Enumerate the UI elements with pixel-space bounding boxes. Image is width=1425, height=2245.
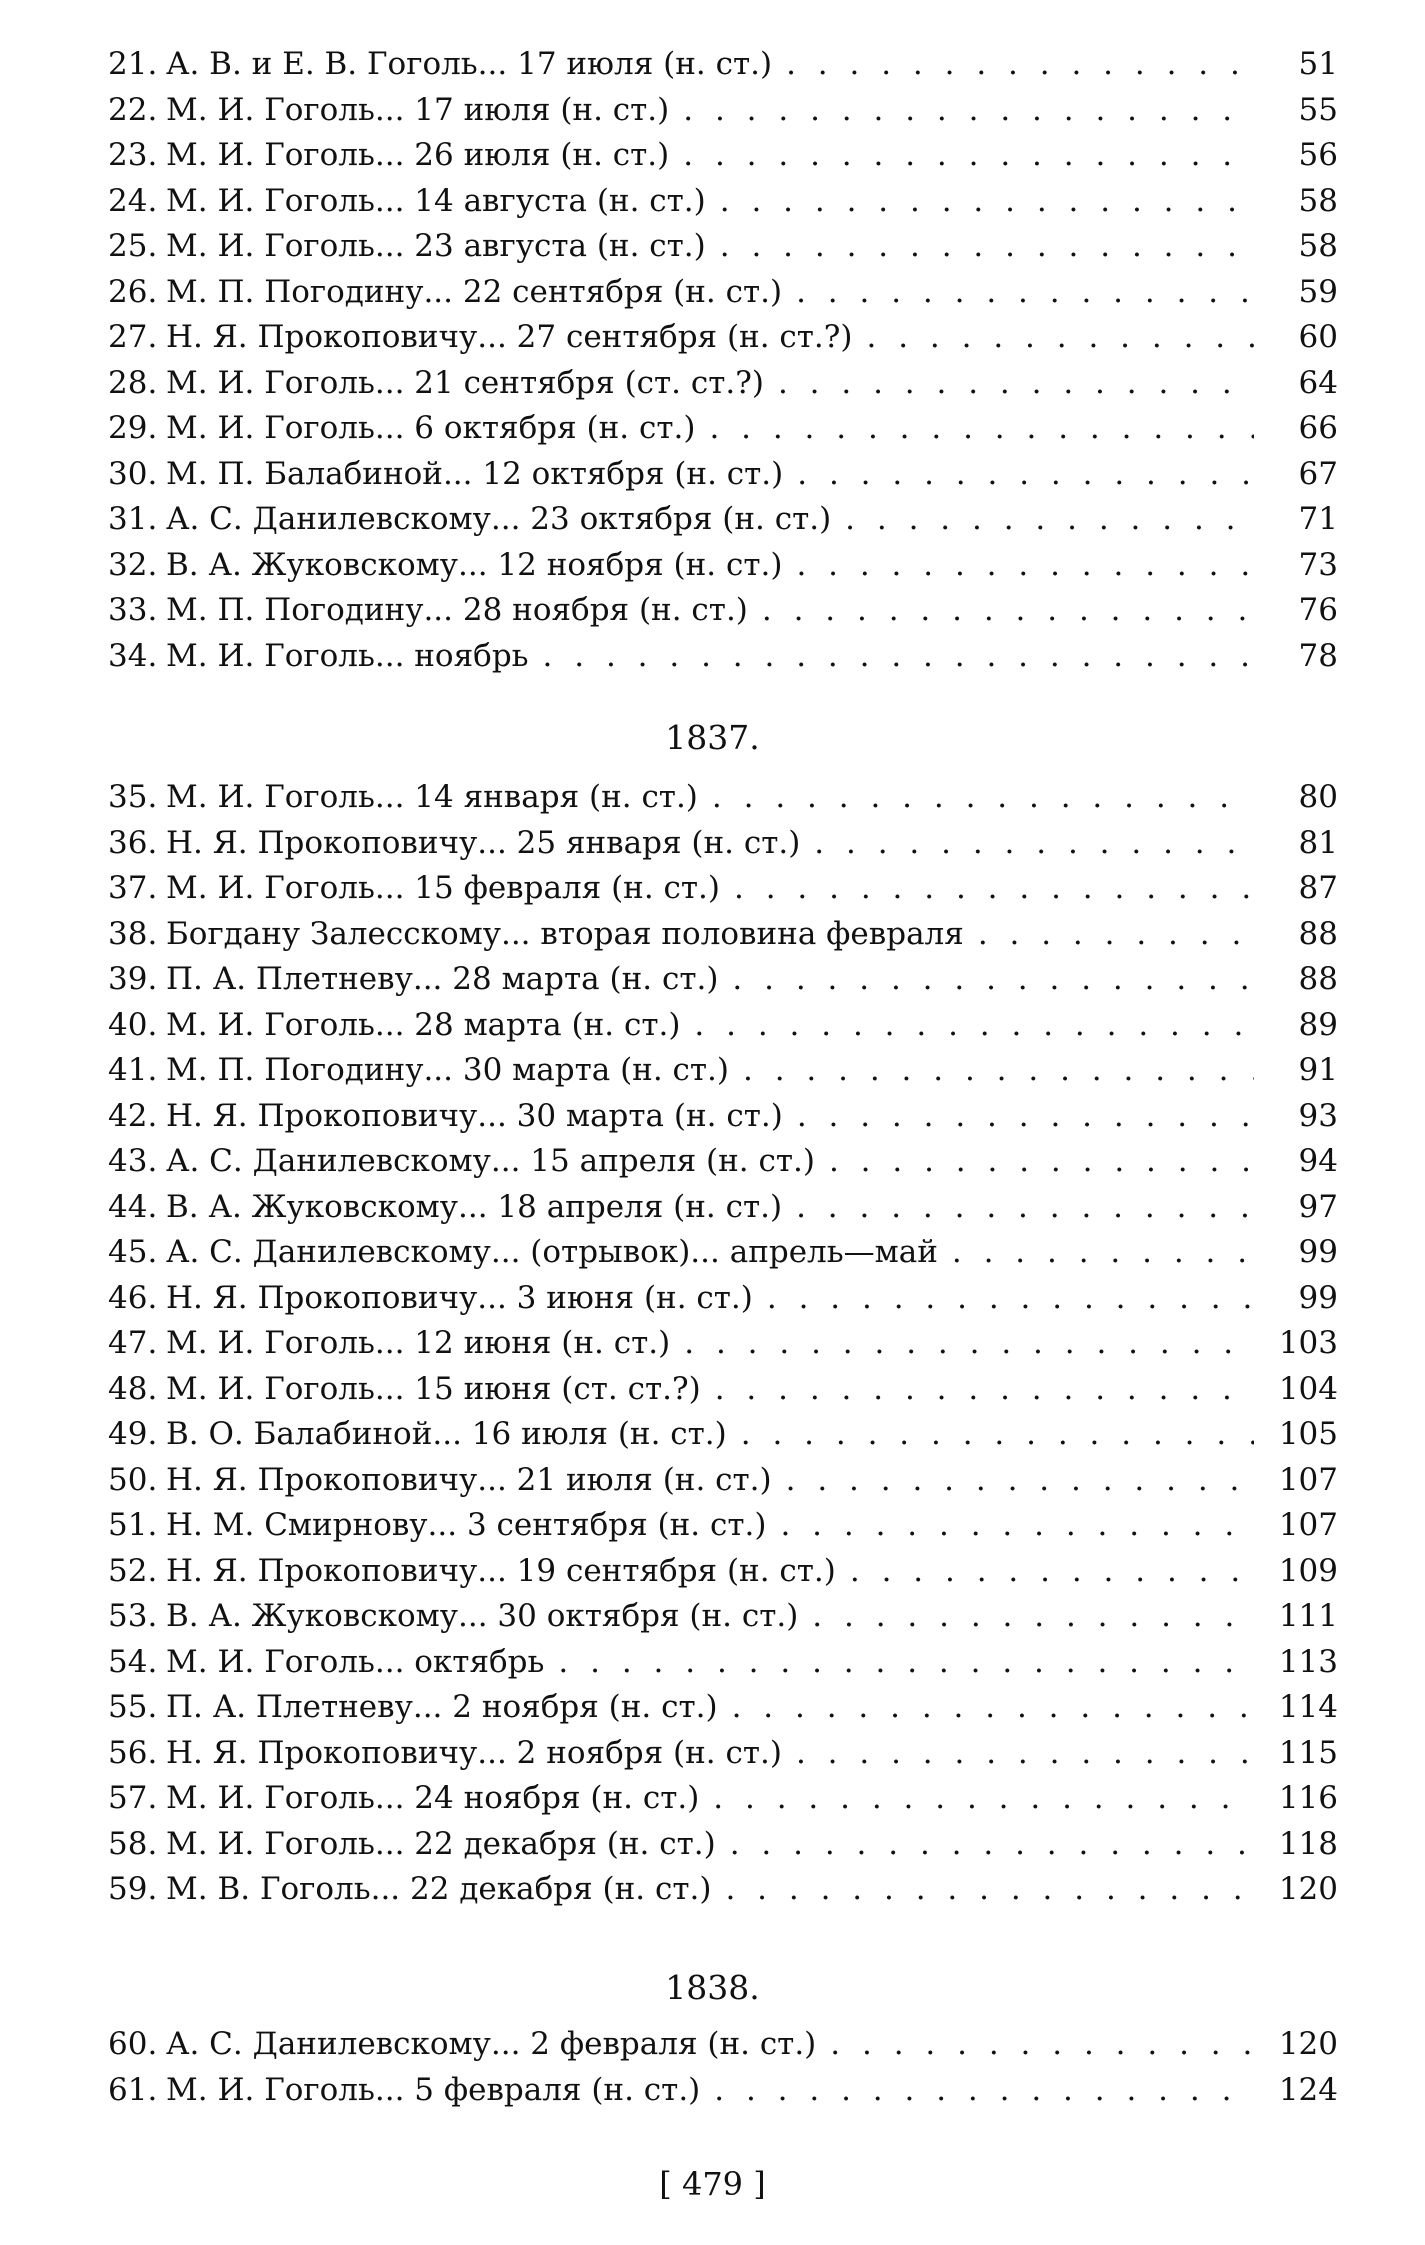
- entry-title: А. С. Данилевскому... (отрывок)... апрель—май: [166, 1234, 938, 1270]
- entry-title: М. И. Гоголь... ноябрь: [166, 637, 529, 674]
- entry-page: 120: [1278, 2026, 1338, 2062]
- entry-page: 66: [1298, 410, 1338, 446]
- dot-leader: [786, 42, 1254, 88]
- toc-entry: [108, 543, 1338, 589]
- entry-page: 124: [1278, 2071, 1338, 2108]
- entry-title: М. И. Гоголь... 14 января (н. ст.): [166, 779, 698, 815]
- entry-number: 23.: [108, 137, 158, 173]
- entry-page: 118: [1278, 1825, 1338, 1862]
- entry-title: М. И. Гоголь... 12 июня (н. ст.): [166, 1325, 671, 1361]
- toc-entry: [108, 1776, 1338, 1822]
- entry-page: 107: [1278, 1507, 1338, 1543]
- dot-leader: [829, 1139, 1254, 1185]
- entry-title: М. П. Погодину... 28 ноября (н. ст.): [166, 592, 748, 628]
- entry-title: В. А. Жуковскому... 30 октября (н. ст.): [166, 1598, 799, 1634]
- entry-number: 25.: [108, 228, 158, 264]
- entry-number: 59.: [108, 1871, 158, 1907]
- toc-entry: [108, 912, 1338, 958]
- page-number: [ 479 ]: [659, 2165, 766, 2203]
- entry-title: М. И. Гоголь... 5 февраля (н. ст.): [166, 2071, 701, 2108]
- dot-leader: [725, 1867, 1254, 1913]
- year-heading-1838: 1838.: [665, 1968, 760, 2007]
- entry-number: 55.: [108, 1689, 158, 1725]
- dot-leader: [720, 224, 1254, 270]
- toc-entry: [108, 1230, 1338, 1276]
- entry-title: М. И. Гоголь... 22 декабря (н. ст.): [166, 1825, 716, 1862]
- toc-entry: [108, 315, 1338, 361]
- dot-leader: [694, 1003, 1254, 1049]
- toc-entry: [108, 1139, 1338, 1185]
- dot-leader: [796, 270, 1254, 316]
- entry-title: М. И. Гоголь... 15 февраля (н. ст.): [166, 870, 720, 906]
- entry-page: 58: [1298, 228, 1338, 264]
- entry-number: 56.: [108, 1734, 158, 1771]
- entry-number: 27.: [108, 319, 158, 355]
- dot-leader: [714, 2068, 1254, 2114]
- entry-number: 41.: [108, 1052, 158, 1088]
- entry-number: 38.: [108, 915, 158, 952]
- entry-page: 99: [1298, 1234, 1338, 1270]
- toc-entry: [108, 452, 1338, 498]
- entry-number: 39.: [108, 961, 158, 997]
- entry-page: 109: [1278, 1552, 1338, 1589]
- entry-title: М. П. Погодину... 22 сентября (н. ст.): [166, 273, 783, 310]
- dot-leader: [709, 406, 1254, 452]
- entry-title: М. И. Гоголь... 24 ноября (н. ст.): [166, 1780, 700, 1816]
- dot-leader: [730, 1822, 1254, 1868]
- entry-page: 88: [1298, 961, 1338, 997]
- entry-number: 61.: [108, 2071, 158, 2108]
- entry-number: 42.: [108, 1097, 158, 1134]
- entry-page: 58: [1298, 182, 1338, 219]
- dot-leader: [734, 866, 1254, 912]
- entry-title: Богдану Залесскому... вторая половина февраля: [166, 915, 964, 952]
- toc-entry: [108, 1048, 1338, 1094]
- entry-title: М. И. Гоголь... 14 августа (н. ст.): [166, 182, 706, 219]
- toc-entry: [108, 406, 1338, 452]
- dot-leader: [812, 1594, 1254, 1640]
- entry-title: Н. Я. Прокоповичу... 27 сентября (н. ст.?): [166, 319, 853, 355]
- toc-section-1836: [108, 42, 1338, 679]
- entry-title: М. И. Гоголь... 17 июля (н. ст.): [166, 91, 670, 128]
- entry-title: Н. Я. Прокоповичу... 21 июля (н. ст.): [166, 1461, 772, 1498]
- dot-leader: [683, 88, 1254, 134]
- entry-page: 89: [1298, 1006, 1338, 1043]
- entry-title: М. И. Гоголь... октябрь: [166, 1643, 545, 1680]
- dot-leader: [743, 1048, 1254, 1094]
- toc-entry: [108, 1549, 1338, 1595]
- entry-title: А. С. Данилевскому... 2 февраля (н. ст.): [166, 2026, 817, 2062]
- entry-page: 116: [1278, 1780, 1338, 1816]
- entry-page: 115: [1278, 1734, 1338, 1771]
- entry-page: 51: [1298, 46, 1338, 82]
- entry-title: Н. Я. Прокоповичу... 25 января (н. ст.): [166, 824, 801, 861]
- dot-leader: [683, 133, 1254, 179]
- toc-entry: [108, 1594, 1338, 1640]
- toc-entry: [108, 1094, 1338, 1140]
- toc-entry: [108, 1685, 1338, 1731]
- entry-title: Н. Я. Прокоповичу... 3 июня (н. ст.): [166, 1279, 753, 1316]
- entry-title: М. И. Гоголь... 28 марта (н. ст.): [166, 1006, 681, 1043]
- entry-title: В. А. Жуковскому... 18 апреля (н. ст.): [166, 1188, 783, 1225]
- entry-page: 120: [1278, 1871, 1338, 1907]
- entry-number: 60.: [108, 2026, 158, 2062]
- dot-leader: [732, 957, 1254, 1003]
- toc-entry: [108, 88, 1338, 134]
- entry-number: 57.: [108, 1780, 158, 1816]
- entry-page: 81: [1298, 824, 1338, 861]
- entry-number: 31.: [108, 501, 158, 537]
- entry-number: 34.: [108, 637, 158, 674]
- toc-entry: [108, 634, 1338, 680]
- toc-entry: [108, 179, 1338, 225]
- dot-leader: [867, 315, 1255, 361]
- entry-number: 24.: [108, 182, 158, 219]
- entry-page: 104: [1278, 1370, 1338, 1407]
- dot-leader: [543, 634, 1254, 680]
- entry-page: 99: [1298, 1279, 1338, 1316]
- entry-number: 47.: [108, 1325, 158, 1361]
- toc-entry: [108, 1503, 1338, 1549]
- dot-leader: [845, 497, 1254, 543]
- dot-leader: [796, 1185, 1254, 1231]
- entry-title: П. А. Плетневу... 28 марта (н. ст.): [166, 961, 719, 997]
- entry-title: Н. Я. Прокоповичу... 2 ноября (н. ст.): [166, 1734, 782, 1771]
- dot-leader: [796, 1731, 1254, 1777]
- entry-page: 94: [1298, 1143, 1338, 1179]
- entry-number: 26.: [108, 273, 158, 310]
- toc-entry: [108, 1185, 1338, 1231]
- dot-leader: [850, 1549, 1254, 1595]
- toc-entry: [108, 1276, 1338, 1322]
- entry-page: 97: [1298, 1188, 1338, 1225]
- entry-page: 105: [1278, 1416, 1338, 1452]
- entry-number: 36.: [108, 824, 158, 861]
- entry-number: 53.: [108, 1598, 158, 1634]
- dot-leader: [712, 775, 1254, 821]
- entry-page: 78: [1298, 637, 1338, 674]
- toc-entry: [108, 1867, 1338, 1913]
- dot-leader: [732, 1685, 1254, 1731]
- dot-leader: [797, 452, 1254, 498]
- dot-leader: [952, 1230, 1254, 1276]
- entry-page: 113: [1278, 1643, 1338, 1680]
- entry-number: 29.: [108, 410, 158, 446]
- toc-entry: [108, 361, 1338, 407]
- dot-leader: [830, 2022, 1254, 2068]
- entry-number: 44.: [108, 1188, 158, 1225]
- entry-page: 88: [1298, 915, 1338, 952]
- entry-title: В. О. Балабиной... 16 июля (н. ст.): [166, 1416, 727, 1452]
- toc-entry: [108, 1822, 1338, 1868]
- entry-page: 103: [1278, 1325, 1338, 1361]
- entry-number: 32.: [108, 546, 158, 583]
- toc-entry: [108, 1458, 1338, 1504]
- entry-title: М. И. Гоголь... 23 августа (н. ст.): [166, 228, 706, 264]
- entry-page: 59: [1298, 273, 1338, 310]
- entry-number: 50.: [108, 1461, 158, 1498]
- entry-title: Н. Я. Прокоповичу... 19 сентября (н. ст.): [166, 1552, 836, 1589]
- entry-title: М. И. Гоголь... 15 июня (ст. ст.?): [166, 1370, 701, 1407]
- entry-page: 93: [1298, 1097, 1338, 1134]
- entry-number: 49.: [108, 1416, 158, 1452]
- toc-entry: [108, 1367, 1338, 1413]
- entry-number: 48.: [108, 1370, 158, 1407]
- dot-leader: [741, 1412, 1254, 1458]
- entry-number: 40.: [108, 1006, 158, 1043]
- toc-entry: [108, 270, 1338, 316]
- entry-page: 64: [1298, 364, 1338, 401]
- entry-page: 73: [1298, 546, 1338, 583]
- toc-entry: [108, 1731, 1338, 1777]
- toc-entry: [108, 1412, 1338, 1458]
- entry-page: 91: [1298, 1052, 1338, 1088]
- entry-title: А. В. и Е. В. Гоголь... 17 июля (н. ст.): [166, 46, 773, 82]
- dot-leader: [715, 1367, 1254, 1413]
- entry-title: Н. Я. Прокоповичу... 30 марта (н. ст.): [166, 1097, 783, 1134]
- entry-title: Н. М. Смирнову... 3 сентября (н. ст.): [166, 1507, 767, 1543]
- toc-entry: [108, 497, 1338, 543]
- entry-title: П. А. Плетневу... 2 ноября (н. ст.): [166, 1689, 718, 1725]
- toc-entry: [108, 1003, 1338, 1049]
- entry-number: 35.: [108, 779, 158, 815]
- dot-leader: [797, 1094, 1254, 1140]
- toc-entry: [108, 2068, 1338, 2114]
- entry-page: 111: [1278, 1598, 1338, 1634]
- dot-leader: [978, 912, 1254, 958]
- year-heading-1837: 1837.: [665, 718, 760, 757]
- dot-leader: [767, 1276, 1254, 1322]
- entry-number: 43.: [108, 1143, 158, 1179]
- entry-number: 58.: [108, 1825, 158, 1862]
- dot-leader: [778, 361, 1254, 407]
- toc-entry: [108, 133, 1338, 179]
- dot-leader: [780, 1503, 1254, 1549]
- toc-entry: [108, 866, 1338, 912]
- entry-page: 55: [1298, 91, 1338, 128]
- entry-number: 37.: [108, 870, 158, 906]
- entry-page: 76: [1298, 592, 1338, 628]
- toc-entry: [108, 957, 1338, 1003]
- dot-leader: [713, 1776, 1254, 1822]
- entry-page: 60: [1298, 319, 1338, 355]
- entry-number: 22.: [108, 91, 158, 128]
- entry-page: 114: [1278, 1689, 1338, 1725]
- entry-number: 28.: [108, 364, 158, 401]
- toc-entry: [108, 2022, 1338, 2068]
- toc-section-1838: [108, 2022, 1338, 2113]
- toc-entry: [108, 775, 1338, 821]
- toc-entry: [108, 588, 1338, 634]
- toc-entry: [108, 1640, 1338, 1686]
- dot-leader: [720, 179, 1254, 225]
- dot-leader: [786, 1458, 1254, 1504]
- entry-title: М. И. Гоголь... 21 сентября (ст. ст.?): [166, 364, 764, 401]
- toc-entry: [108, 821, 1338, 867]
- entry-page: 71: [1298, 501, 1338, 537]
- entry-number: 33.: [108, 592, 158, 628]
- entry-number: 54.: [108, 1643, 158, 1680]
- toc-entry: [108, 1321, 1338, 1367]
- toc-entry: [108, 224, 1338, 270]
- entry-number: 45.: [108, 1234, 158, 1270]
- entry-title: В. А. Жуковскому... 12 ноября (н. ст.): [166, 546, 783, 583]
- toc-section-1837: [108, 775, 1338, 1913]
- dot-leader: [684, 1321, 1254, 1367]
- entry-title: М. П. Балабиной... 12 октября (н. ст.): [166, 455, 784, 492]
- entry-number: 52.: [108, 1552, 158, 1589]
- dot-leader: [814, 821, 1254, 867]
- entry-number: 30.: [108, 455, 158, 492]
- entry-title: М. П. Погодину... 30 марта (н. ст.): [166, 1052, 730, 1088]
- entry-page: 80: [1298, 779, 1338, 815]
- entry-title: А. С. Данилевскому... 23 октября (н. ст.): [166, 501, 832, 537]
- entry-page: 67: [1298, 455, 1338, 492]
- dot-leader: [796, 543, 1254, 589]
- entry-title: М. И. Гоголь... 26 июля (н. ст.): [166, 137, 670, 173]
- entry-page: 107: [1278, 1461, 1338, 1498]
- entry-page: 87: [1298, 870, 1338, 906]
- entry-title: М. В. Гоголь... 22 декабря (н. ст.): [166, 1871, 712, 1907]
- entry-number: 46.: [108, 1279, 158, 1316]
- entry-number: 51.: [108, 1507, 158, 1543]
- entry-page: 56: [1298, 137, 1338, 173]
- entry-number: 21.: [108, 46, 158, 82]
- entry-title: А. С. Данилевскому... 15 апреля (н. ст.): [166, 1143, 815, 1179]
- dot-leader: [762, 588, 1254, 634]
- toc-entry: [108, 42, 1338, 88]
- dot-leader: [558, 1640, 1254, 1686]
- entry-title: М. И. Гоголь... 6 октября (н. ст.): [166, 410, 696, 446]
